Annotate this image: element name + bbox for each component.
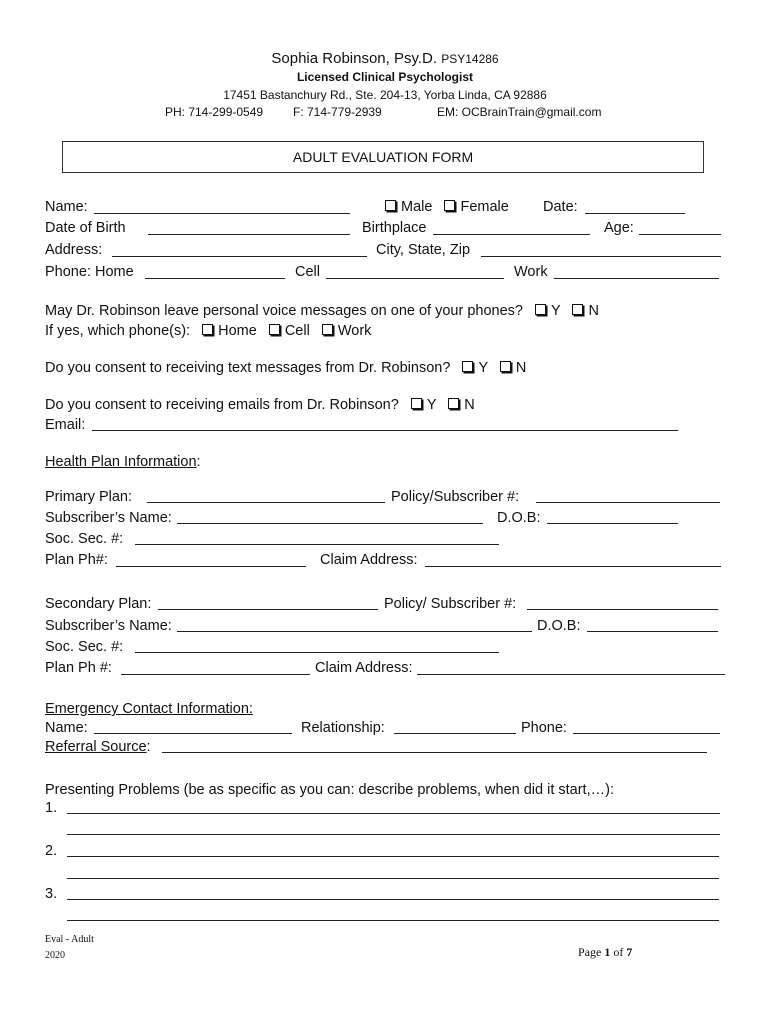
policy-subscriber2-field[interactable]: [527, 609, 718, 610]
dob-field[interactable]: [148, 234, 350, 235]
primary-plan-label: Primary Plan:: [45, 489, 133, 505]
problem-2-line-2[interactable]: [67, 878, 719, 879]
email-consent-question: [45, 396, 475, 414]
female-label: Female: [460, 199, 509, 215]
problem-3-line-2[interactable]: [67, 920, 719, 921]
claim-address2-label: Claim Address:: [315, 660, 413, 676]
problem-3-number: 3.: [45, 886, 58, 902]
problem-1-line-2[interactable]: [67, 834, 720, 835]
health-plan-colon: :: [196, 454, 201, 470]
referral-source-text: Referral Source: [45, 739, 147, 755]
soc-sec2-label: Soc. Sec. #:: [45, 639, 124, 655]
voice-yes-label: Y: [551, 303, 561, 319]
primary-dob-field[interactable]: [547, 523, 678, 524]
phone-home-label: Phone: Home: [45, 264, 134, 280]
health-plan-heading: [45, 453, 201, 471]
city-state-zip-label: City, State, Zip: [376, 242, 471, 258]
male-label: Male: [401, 199, 433, 215]
problem-3-line-1[interactable]: [67, 899, 719, 900]
plan-ph-label: Plan Ph#:: [45, 552, 108, 568]
claim-address-label: Claim Address:: [320, 552, 418, 568]
problem-1-line-1[interactable]: [67, 813, 720, 814]
presenting-problems-prompt: Presenting Problems (be as specific as you can: describe problems, when did it start,…):: [45, 782, 614, 798]
which-phone-question: [45, 322, 371, 340]
text-no-checkbox[interactable]: [500, 361, 511, 372]
primary-plan-field[interactable]: [147, 502, 385, 503]
plan-ph2-label: Plan Ph #:: [45, 660, 112, 676]
female-checkbox[interactable]: [444, 200, 455, 211]
emergency-name-field[interactable]: [94, 733, 292, 734]
name-field[interactable]: [94, 213, 350, 214]
cell-field[interactable]: [326, 278, 504, 279]
policy-subscriber2-label: Policy/ Subscriber #:: [384, 596, 517, 612]
age-field[interactable]: [639, 234, 721, 235]
primary-dob-label: D.O.B:: [497, 510, 541, 526]
address-label: Address:: [45, 242, 103, 258]
text-yes-checkbox[interactable]: [462, 361, 473, 372]
name-label: Name:: [45, 199, 88, 215]
text-consent-question: [45, 359, 526, 377]
secondary-dob-label: D.O.B:: [537, 618, 581, 634]
which-work-checkbox[interactable]: [322, 324, 333, 335]
fax-number: F: 714-779-2939: [293, 105, 382, 119]
problem-1-number: 1.: [45, 800, 58, 816]
page-indicator: [578, 945, 632, 960]
footer-doc-name: Eval - Adult: [45, 934, 94, 945]
emergency-phone-field[interactable]: [573, 733, 720, 734]
referral-source-colon: :: [146, 739, 151, 755]
practitioner-name-line: [0, 50, 770, 67]
referral-source-label: [45, 738, 151, 756]
date-field[interactable]: [585, 213, 685, 214]
voice-question-text: May Dr. Robinson leave personal voice messages on one of your phones?: [45, 303, 523, 319]
relationship-label: Relationship:: [301, 720, 385, 736]
health-plan-heading-text: Health Plan Information: [45, 454, 197, 470]
male-checkbox[interactable]: [385, 200, 396, 211]
voice-message-question: [45, 302, 599, 320]
problem-2-line-1[interactable]: [67, 856, 719, 857]
page-word: Page: [578, 945, 602, 959]
relationship-field[interactable]: [394, 733, 516, 734]
subscriber-name-field[interactable]: [177, 523, 483, 524]
problem-2-number: 2.: [45, 843, 58, 859]
email-yes-label: Y: [426, 397, 437, 413]
secondary-plan-label: Secondary Plan:: [45, 596, 152, 612]
which-home-checkbox[interactable]: [202, 324, 213, 335]
of-word: of: [613, 945, 624, 959]
address-field[interactable]: [112, 256, 367, 257]
claim-address2-field[interactable]: [417, 674, 725, 675]
voice-no-label: N: [588, 303, 599, 319]
which-home-label: Home: [218, 323, 257, 339]
phone-home-field[interactable]: [145, 278, 285, 279]
soc-sec-field[interactable]: [135, 544, 499, 545]
dob-label: Date of Birth: [45, 220, 126, 236]
email-label: Email:: [45, 417, 86, 433]
referral-source-field[interactable]: [162, 752, 707, 753]
age-label: Age:: [604, 220, 634, 236]
email-field[interactable]: [92, 430, 678, 431]
emergency-phone-label: Phone:: [521, 720, 567, 736]
text-question-text: Do you consent to receiving text messages from Dr. Robinson?: [45, 360, 451, 376]
page-number: 1: [604, 945, 611, 959]
birthplace-field[interactable]: [433, 234, 590, 235]
soc-sec-label: Soc. Sec. #:: [45, 531, 124, 547]
date-label: Date:: [543, 199, 578, 215]
which-cell-label: Cell: [284, 323, 310, 339]
page-total: 7: [626, 945, 633, 959]
which-phone-text: If yes, which phone(s):: [45, 323, 191, 339]
voice-yes-checkbox[interactable]: [535, 304, 546, 315]
city-state-zip-field[interactable]: [481, 256, 721, 257]
email-address: EM: OCBrainTrain@gmail.com: [437, 105, 602, 119]
footer-year: 2020: [45, 950, 65, 961]
email-no-label: N: [464, 397, 475, 413]
subscriber-name2-label: Subscriber’s Name:: [45, 618, 172, 634]
policy-subscriber-field[interactable]: [536, 502, 720, 503]
which-work-label: Work: [337, 323, 372, 339]
subscriber-name2-field[interactable]: [177, 631, 532, 632]
phone-number: PH: 714-299-0549: [165, 105, 264, 119]
text-yes-label: Y: [478, 360, 488, 376]
work-field[interactable]: [554, 278, 719, 279]
practice-address: 17451 Bastanchury Rd., Ste. 204-13, Yorba Linda, CA 92886: [223, 88, 547, 102]
work-label: Work: [514, 264, 548, 280]
gender-options: [383, 198, 509, 216]
email-no-checkbox[interactable]: [448, 398, 459, 409]
credential: Licensed Clinical Psychologist: [296, 70, 474, 84]
claim-address-field[interactable]: [425, 566, 721, 567]
secondary-dob-field[interactable]: [587, 631, 718, 632]
policy-subscriber-label: Policy/Subscriber #:: [391, 489, 520, 505]
email-question-text: Do you consent to receiving emails from Dr. Robinson?: [45, 397, 399, 413]
text-no-label: N: [515, 360, 527, 376]
emergency-name-label: Name:: [45, 720, 88, 736]
birthplace-label: Birthplace: [362, 220, 427, 236]
email-yes-checkbox[interactable]: [411, 398, 422, 409]
voice-no-checkbox[interactable]: [572, 304, 583, 315]
plan-ph-field[interactable]: [116, 566, 306, 567]
soc-sec2-field[interactable]: [135, 652, 499, 653]
subscriber-name-label: Subscriber’s Name:: [45, 510, 172, 526]
license-number: PSY14286: [441, 52, 499, 66]
which-cell-checkbox[interactable]: [269, 324, 280, 335]
practitioner-name: Sophia Robinson, Psy.D.: [271, 50, 438, 67]
cell-label: Cell: [295, 264, 320, 280]
form-title: ADULT EVALUATION FORM: [62, 141, 704, 173]
secondary-plan-field[interactable]: [158, 609, 378, 610]
emergency-heading: Emergency Contact Information:: [45, 701, 253, 717]
plan-ph2-field[interactable]: [121, 674, 310, 675]
